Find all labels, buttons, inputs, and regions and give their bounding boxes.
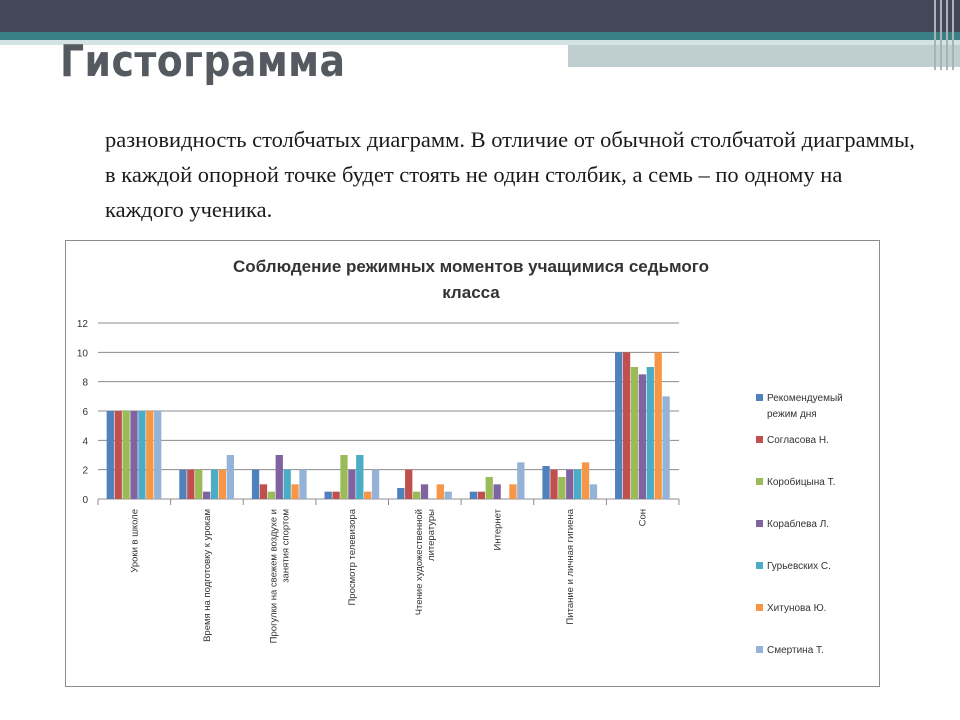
legend-swatch	[756, 646, 763, 653]
chart-container	[65, 240, 880, 687]
bar	[364, 492, 371, 499]
bar	[413, 492, 420, 499]
legend-label: Гурьевских С.	[767, 561, 831, 572]
bar	[211, 470, 218, 499]
bar	[550, 470, 557, 499]
bar	[437, 484, 444, 499]
bar	[662, 396, 669, 499]
x-category-label: занятия спортом	[280, 509, 292, 583]
bar	[421, 484, 428, 499]
bar	[154, 411, 161, 499]
x-category-label: Чтение художественной	[413, 509, 425, 616]
y-tick-label: 10	[76, 348, 88, 360]
x-category-label: Время на подготовку к урокам	[201, 509, 213, 642]
bar	[631, 367, 638, 499]
bar	[219, 470, 226, 499]
bar	[187, 470, 194, 499]
legend-label: Хитунова Ю.	[767, 603, 827, 614]
bar	[284, 470, 291, 499]
bar	[340, 455, 347, 499]
bar	[122, 411, 129, 499]
bar	[566, 470, 573, 499]
header-bar	[0, 0, 960, 32]
legend-swatch	[756, 436, 763, 443]
bar	[260, 484, 267, 499]
y-tick-label: 0	[82, 495, 88, 506]
legend-swatch	[756, 478, 763, 485]
bar	[291, 484, 298, 499]
legend-label: режим дня	[767, 409, 817, 420]
x-category-label: литературы	[425, 509, 437, 561]
bar	[195, 470, 202, 499]
legend-label: Смертина Т.	[767, 645, 824, 656]
bar	[397, 488, 404, 499]
bar	[130, 411, 137, 499]
bar	[115, 411, 122, 499]
y-tick-label: 6	[82, 407, 88, 418]
bar	[590, 484, 597, 499]
bar	[227, 455, 234, 499]
legend-swatch	[756, 520, 763, 527]
bar	[639, 374, 646, 499]
legend-swatch	[756, 394, 763, 401]
bar	[332, 492, 339, 499]
chart-title-line: Соблюдение режимных моментов учащимися седьмого	[233, 257, 709, 276]
legend-label: Рекомендуемый	[767, 393, 843, 404]
slide-title: Гистограмма	[60, 36, 346, 87]
bar	[405, 470, 412, 499]
bar	[478, 492, 485, 499]
bar	[542, 466, 549, 499]
x-category-label: Интернет	[492, 509, 504, 551]
bar	[276, 455, 283, 499]
bar	[445, 492, 452, 499]
legend-swatch	[756, 604, 763, 611]
title-rule	[568, 45, 960, 67]
x-category-label: Уроки в школе	[129, 509, 141, 573]
legend-label: Коробицына Т.	[767, 477, 836, 488]
bar	[558, 477, 565, 499]
bar	[325, 492, 332, 499]
bar	[615, 352, 622, 499]
bar	[517, 462, 524, 499]
x-category-label: Питание и личная гигиена	[565, 509, 577, 625]
legend-label: Согласова Н.	[767, 435, 829, 446]
bar	[493, 484, 500, 499]
bar	[138, 411, 145, 499]
legend-label: Кораблева Л.	[767, 519, 830, 530]
y-tick-label: 4	[82, 436, 88, 448]
bar	[655, 352, 662, 499]
legend-swatch	[756, 562, 763, 569]
bar	[582, 462, 589, 499]
bar	[268, 492, 275, 499]
bar	[574, 470, 581, 499]
y-tick-label: 2	[82, 465, 88, 477]
bar	[252, 470, 259, 499]
bar	[179, 470, 186, 499]
bar	[299, 470, 306, 499]
bar	[647, 367, 654, 499]
bar	[107, 411, 114, 499]
bar-chart	[66, 241, 879, 686]
y-tick-label: 12	[76, 319, 88, 330]
y-tick-label: 8	[82, 377, 88, 389]
slide-description: разновидность столбчатых диаграмм. В отличие от обычной столбчатой диаграммы, в каждой опорной точке будет стоять не один столбик, а семь – по одному на каждого ученика.	[105, 127, 915, 222]
chart-title-line: класса	[442, 283, 500, 302]
bar	[203, 492, 210, 499]
bar	[509, 484, 516, 499]
x-category-label: Прогулки на свежем воздухе и	[268, 509, 280, 644]
corner-decoration	[930, 0, 960, 70]
bar	[356, 455, 363, 499]
bar	[372, 470, 379, 499]
bar	[623, 352, 630, 499]
bar	[486, 477, 493, 499]
bar	[146, 411, 153, 499]
bar	[470, 492, 477, 499]
x-category-label: Просмотр телевизора	[347, 509, 359, 606]
bar	[348, 470, 355, 499]
x-category-label: Сон	[637, 509, 649, 527]
